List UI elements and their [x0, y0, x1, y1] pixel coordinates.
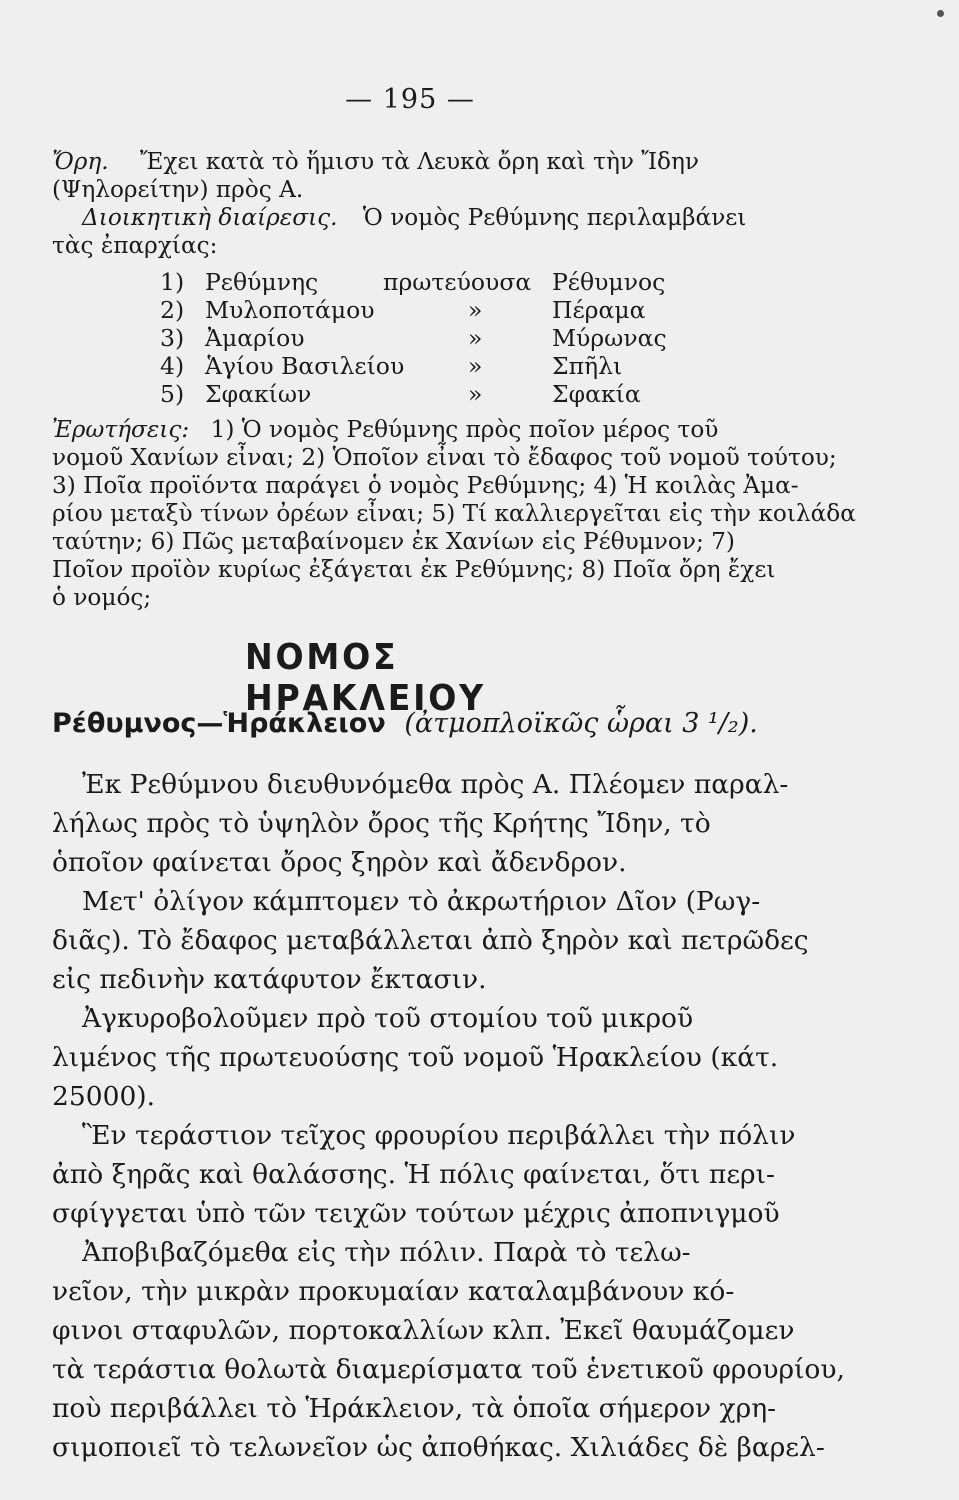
questions-line-5: ταύτην; 6) Πῶς μεταβαίνομεν ἐκ Χανίων εἰς Ρέθυμνον; 7): [52, 528, 735, 555]
body-line: Μετ' ὀλίγον κάμπτομεν τὸ ἀκρωτήριον Δῖον (Ρωγ-: [82, 886, 761, 917]
admin-line-1: [82, 206, 746, 229]
body-line: εἰς πεδινὴν κατάφυτον ἔκτασιν.: [52, 964, 487, 995]
page-number: — 195 —: [345, 84, 475, 115]
questions-line-7: ὁ νομός;: [52, 584, 152, 611]
body-line: Ἓν τεράστιον τεῖχος φρουρίου περιβάλλει τὴν πόλιν: [82, 1120, 796, 1151]
ink-spot: [937, 10, 944, 17]
admin-text: Ὁ νομὸς Ρεθύμνης περιλαμβάνει: [362, 204, 747, 231]
route-title: Ρέθυμνος—Ἡράκλειον: [52, 708, 386, 739]
body-line: ποὺ περιβάλλει τὸ Ἡράκλειον, τὰ ὁποῖα σήμερον χρη-: [52, 1393, 777, 1424]
admin-line-2: τὰς ἐπαρχίας:: [52, 232, 218, 259]
questions-line-4: ρίου μεταξὺ τίνων ὀρέων εἶναι; 5) Τί καλλιεργεῖται εἰς τὴν κοιλάδα: [52, 500, 856, 527]
questions-line-1: Ἐρωτήσεις: 1) Ὁ νομὸς Ρεθύμνης πρὸς ποῖον μέρος τοῦ: [52, 416, 719, 443]
route-detail: (ἀτμοπλοϊκῶς ὧραι 3 ¹/₂).: [404, 708, 758, 739]
body-line: διᾶς). Τὸ ἔδαφος μεταβάλλεται ἀπὸ ξηρὸν καὶ πετρῶδες: [52, 925, 809, 956]
section-heading: ΝΟΜΟΣ ΗΡΑΚΛΕΙΟΥ: [245, 637, 486, 719]
body-line: νεῖον, τὴν μικρὰν προκυμαίαν καταλαμβάνουν κό-: [52, 1276, 735, 1307]
body-line: ἀπὸ ξηρᾶς καὶ θαλάσσης. Ἡ πόλις φαίνεται, ὅτι περι-: [52, 1159, 775, 1190]
mountains-line-2: (Ψηλορείτην) πρὸς Α.: [52, 176, 304, 203]
body-line: λιμένος τῆς πρωτευούσης τοῦ νομοῦ Ἡρακλείου (κάτ.: [52, 1042, 779, 1073]
book-page: — 195 — Ὄρη. Ἔχει κατὰ τὸ ἥμισυ τὰ Λευκὰ ὄρη καὶ τὴν Ἴδην (Ψηλορείτην) πρὸς Α. Διοικητικὴ διαίρεσις. Ὁ νομὸς Ρεθύμνης περιλαμβάνει τὰς ἐπαρχίας: 1) Ρεθύμνης πρωτεύουσα Ρέθυμνος 2) Μυλοποτάμου » Πέραμα 3) Ἀμαρίου » Μύρωνας 4) Ἁγίου Βασιλείου » Σπῆλι 5) Σφακίων » Σφακία Ἐρωτήσεις: 1) Ὁ νομὸς Ρεθύμνης πρὸς ποῖον μέρος τοῦ νομοῦ Χανίων εἶναι; 2) Ὁποῖον εἶναι τὸ ἔδαφος τοῦ νομοῦ τούτου; 3) Ποῖα προϊόντα παράγει ὁ νομὸς Ρεθύμνης; 4) Ἡ κοιλὰς Ἀμα- ρίου μεταξὺ τίνων ὀρέων εἶναι; 5) Τί καλλιεργεῖται εἰς τὴν κοιλάδα ταύτην; 6) Πῶς μεταβαίνομεν ἐκ Χανίων εἰς Ρέθυμνον; 7) Ποῖον προϊὸν κυρίως ἐξάγεται ἐκ Ρεθύμνης; 8) Ποῖα ὄρη ἔχει ὁ νομός; ΝΟΜΟΣ ΗΡΑΚΛΕΙΟΥ Ρέθυμνος—Ἡράκλειον (ἀτμοπλοϊκῶς ὧραι 3 ¹/₂). Ἐκ Ρεθύμνου διευθυνόμεθα πρὸς Α. Πλέομεν παραλ- λήλως πρὸς τὸ ὑψηλὸν ὄρος τῆς Κρήτης Ἴδην, τὸ ὁποῖον φαίνεται ὄρος ξηρὸν καὶ ἄδενδρον. Μετ' ὀλίγον κάμπτομεν τὸ ἀκρωτήριον Δῖον (Ρωγ- διᾶς). Τὸ ἔδαφος μεταβάλλεται ἀπὸ ξηρὸν καὶ πετρῶδες εἰς πεδινὴν κατάφυτον ἔκτασιν. Ἀγκυροβολοῦμεν πρὸ τοῦ στομίου τοῦ μικροῦ λιμένος τῆς πρωτευούσης τοῦ νομοῦ Ἡρακλείου (κάτ. 25000). Ἓν τεράστιον τεῖχος φρουρίου περιβάλλει τὴν πόλιν ἀπὸ ξηρᾶς καὶ θαλάσσης. Ἡ πόλις φαίνεται, ὅτι περι- σφίγγεται ὑπὸ τῶν τειχῶν τούτων μέχρις ἀποπνιγμοῦ Ἀποβιβαζόμεθα εἰς τὴν πόλιν. Παρὰ τὸ τελω- νεῖον, τὴν μικρὰν προκυμαίαν καταλαμβάνουν κό- φινοι σταφυλῶν, πορτοκαλλίων κλπ. Ἐκεῖ θαυμάζομεν τὰ τεράστια θολωτὰ διαμερίσματα τοῦ ἑνετικοῦ φρουρίου, ποὺ περιβάλλει τὸ Ἡράκλειον, τὰ ὁποῖα σήμερον χρη- σιμοποιεῖ τὸ τελωνεῖον ὡς ἀποθήκας. Χιλιάδες δὲ βαρελ-: [0, 0, 959, 1500]
body-line: φινοι σταφυλῶν, πορτοκαλλίων κλπ. Ἐκεῖ θαυμάζομεν: [52, 1315, 795, 1346]
body-line: ὁποῖον φαίνεται ὄρος ξηρὸν καὶ ἄδενδρον.: [52, 847, 627, 878]
body-line: Ἐκ Ρεθύμνου διευθυνόμεθα πρὸς Α. Πλέομεν παραλ-: [82, 769, 789, 800]
body-line: Ἀγκυροβολοῦμεν πρὸ τοῦ στομίου τοῦ μικροῦ: [82, 1003, 694, 1034]
body-line: Ἀποβιβαζόμεθα εἰς τὴν πόλιν. Παρὰ τὸ τελω-: [82, 1237, 691, 1268]
questions-line-2: νομοῦ Χανίων εἶναι; 2) Ὁποῖον εἶναι τὸ ἔδαφος τοῦ νομοῦ τούτου;: [52, 444, 837, 471]
body-line: τὰ τεράστια θολωτὰ διαμερίσματα τοῦ ἑνετικοῦ φρουρίου,: [52, 1354, 845, 1385]
questions-line-6: Ποῖον προϊὸν κυρίως ἐξάγεται ἐκ Ρεθύμνης; 8) Ποῖα ὄρη ἔχει: [52, 556, 776, 583]
admin-label: Διοικητικὴ διαίρεσις.: [82, 204, 338, 231]
mountains-text: Ἔχει κατὰ τὸ ἥμισυ τὰ Λευκὰ ὄρη καὶ τὴν Ἴδην: [140, 148, 700, 175]
mountains-label: Ὄρη.: [52, 148, 109, 175]
body-line: λήλως πρὸς τὸ ὑψηλὸν ὄρος τῆς Κρήτης Ἴδην, τὸ: [52, 808, 711, 839]
route-title-line: [52, 708, 758, 739]
mountains-line-1: [52, 150, 699, 173]
body-line: 25000).: [52, 1081, 156, 1112]
questions-line-3: 3) Ποῖα προϊόντα παράγει ὁ νομὸς Ρεθύμνης; 4) Ἡ κοιλὰς Ἀμα-: [52, 472, 799, 499]
body-line: σφίγγεται ὑπὸ τῶν τειχῶν τούτων μέχρις ἀποπνιγμοῦ: [52, 1198, 780, 1229]
body-line: σιμοποιεῖ τὸ τελωνεῖον ὡς ἀποθήκας. Χιλιάδες δὲ βαρελ-: [52, 1432, 825, 1463]
questions-label: Ἐρωτήσεις:: [52, 416, 190, 443]
